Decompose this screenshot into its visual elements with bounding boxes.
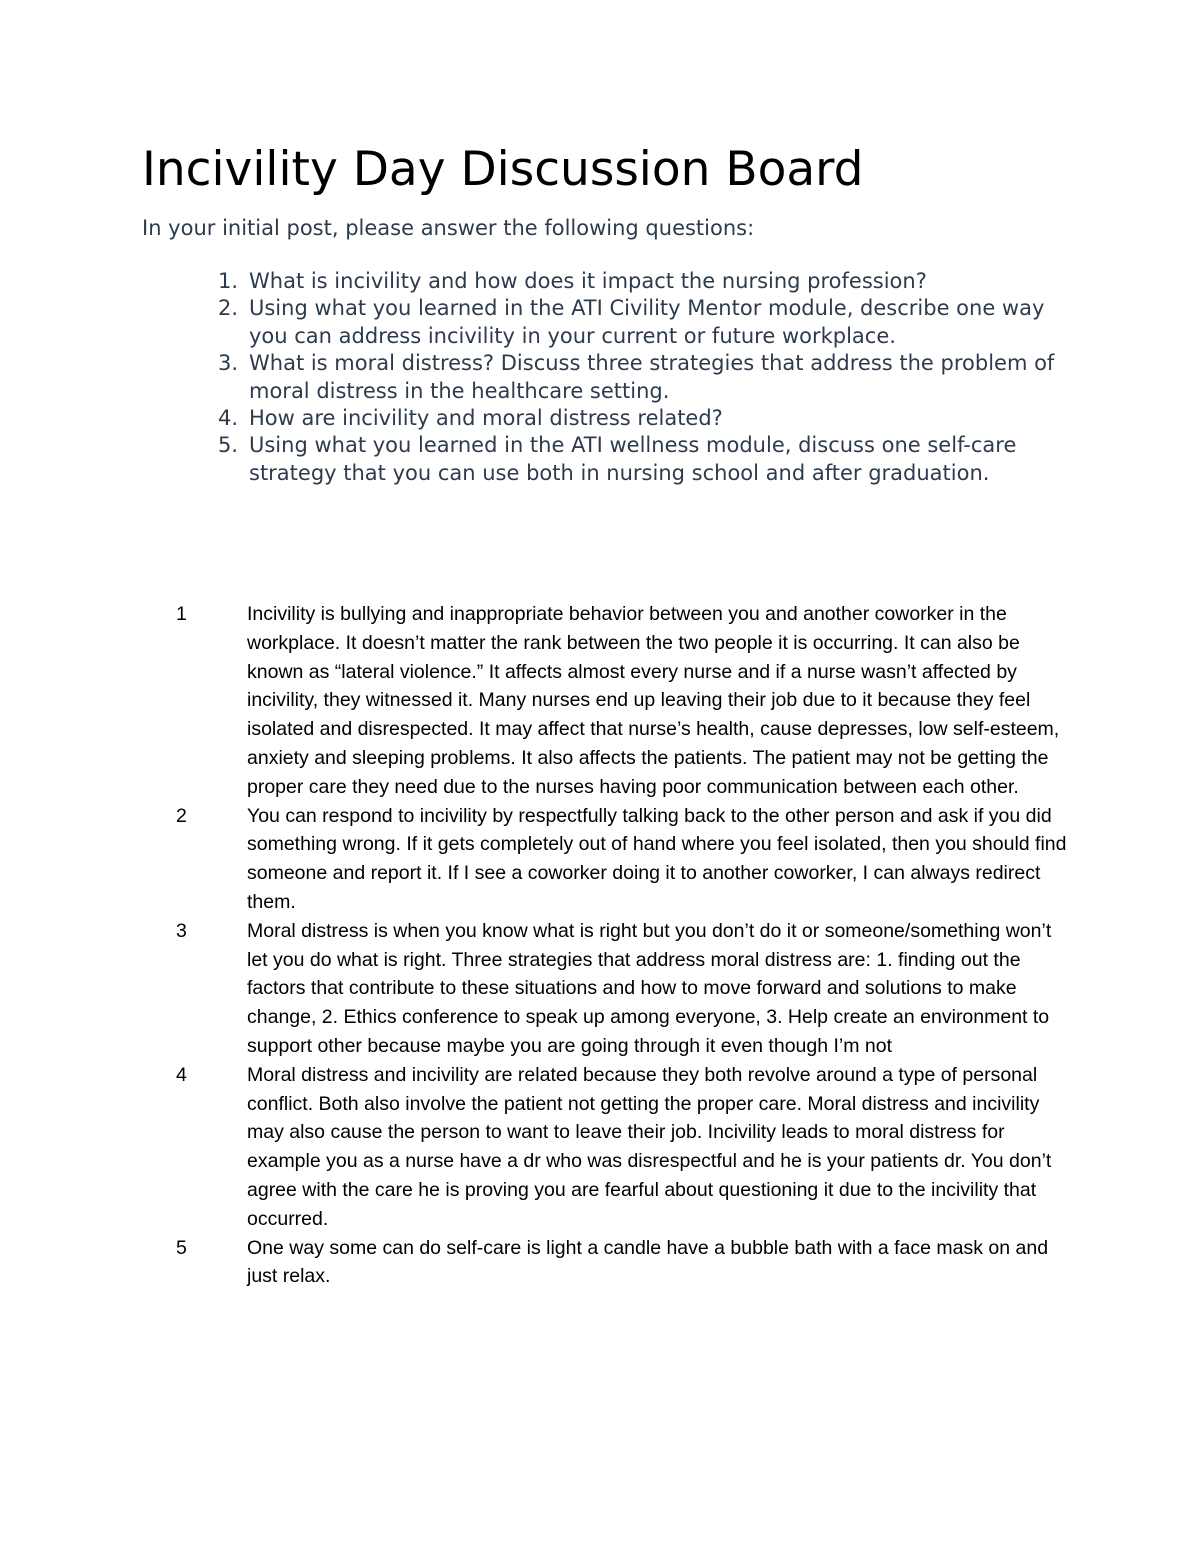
document-title: Incivility Day Discussion Board (142, 142, 864, 197)
answer-text: Incivility is bullying and inappropriate behavior between you and another coworker in the workplace. It doesn’t matter the rank between the two people it is occurring. It can also be known as “lateral violence.” It affects almost every nurse and if a nurse wasn’t affected by incivility, they witnessed it. Many nurses end up leaving their job due to it because they feel isolated and disrespected. It may affect that nurse’s health, cause depresses, low self-esteem, anxiety and sleeping problems. It also affects the patients. The patient may not be getting the proper care they need due to the nurses having poor communication between each other. (247, 603, 1060, 798)
answer-text: You can respond to incivility by respectfully talking back to the other person and ask if you did something wrong. If it gets completely out of hand where you feel isolated, then you should find someone and report it. If I see a coworker doing it to another coworker, I can always redirect them. (247, 804, 1067, 913)
intro-text: In your initial post, please answer the following questions: (142, 216, 755, 240)
answer-text: One way some can do self-care is light a candle have a bubble bath with a face mask on and just relax. (247, 1236, 1049, 1288)
question-text: Using what you learned in the ATI wellness module, discuss one self-care strategy that you can use both in nursing school and after graduation. (249, 433, 1017, 485)
answer-number: 2 (176, 804, 187, 827)
question-text: How are incivility and moral distress related? (249, 406, 723, 431)
question-item (208, 405, 1068, 432)
answer-text: Moral distress is when you know what is right but you don’t do it or someone/something won’t let you do what is right. Three strategies that address moral distress are: 1. finding out the factors that contribute to these situations and how to move forward and solutions to make change, 2. Ethics conference to speak up among everyone, 3. Help create an environment to support other because maybe you are going through it even though I’m not (247, 919, 1052, 1057)
answer-item (150, 1234, 1070, 1292)
question-text: What is moral distress? Discuss three strategies that address the problem of moral distress in the healthcare setting. (249, 351, 1055, 403)
question-item (208, 432, 1068, 487)
answer-number: 4 (176, 1063, 187, 1086)
question-text: Using what you learned in the ATI Civility Mentor module, describe one way you can address incivility in your current or future workplace. (249, 296, 1045, 348)
question-item (208, 350, 1068, 405)
question-item (208, 295, 1068, 350)
question-number: 2. (217, 296, 238, 321)
answer-list (150, 600, 1070, 1291)
question-number: 3. (217, 351, 238, 376)
question-text: What is incivility and how does it impact the nursing profession? (249, 269, 927, 293)
answer-item (150, 802, 1070, 917)
answer-item (150, 917, 1070, 1061)
question-number: 1. (217, 269, 238, 293)
answer-number: 3 (176, 919, 187, 942)
answer-number: 1 (176, 603, 187, 625)
question-number: 4. (217, 406, 238, 431)
answer-text: Moral distress and incivility are related because they both revolve around a type of personal conflict. Both also involve the patient not getting the proper care. Moral distress and incivility may also cause the person to want to leave their job. Incivility leads to moral distress for example you as a nurse have a dr who was disrespectful and he is your patients dr. You don’t agree with the care he is proving you are fearful about questioning it due to the incivility that occurred. (247, 1063, 1052, 1230)
answer-item (150, 1061, 1070, 1234)
question-item (208, 268, 1068, 295)
question-number: 5. (217, 433, 238, 458)
answer-item (150, 600, 1070, 802)
answer-number: 5 (176, 1236, 187, 1259)
question-list (208, 268, 1068, 487)
